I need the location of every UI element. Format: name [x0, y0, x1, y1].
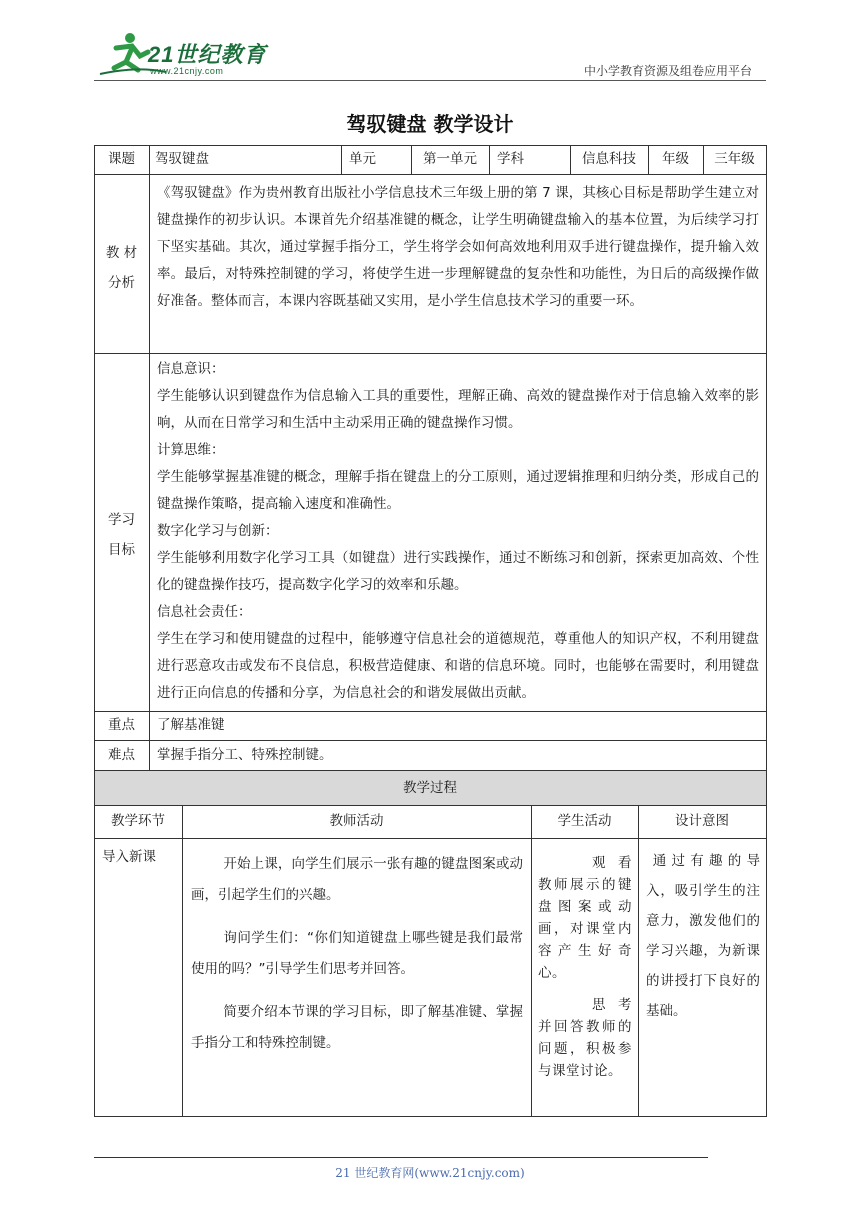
- grade-value: 三年级: [714, 151, 755, 167]
- teacher-step: 简要介绍本节课的学习目标，即了解基准键、掌握手指分工和特殊控制键。: [191, 1004, 523, 1051]
- row-teacher-activity: [191, 849, 523, 1059]
- intent-text: 通过有趣的导入，吸引学生的注意力，激发他们的学习兴趣，为新课的讲授打下良好的基础。: [646, 853, 760, 1019]
- header-divider: [94, 80, 766, 81]
- objective-heading: 数字化学习与创新：: [157, 523, 279, 539]
- analysis-label-line2: 分析: [108, 275, 135, 291]
- footer-text: 21 世纪教育网(www.21cnjy.com): [335, 1166, 525, 1180]
- analysis-label: [94, 238, 149, 298]
- col-student-header: 学生活动: [557, 813, 612, 829]
- objective-heading: 信息意识：: [157, 361, 225, 377]
- objectives-label: [94, 505, 149, 565]
- teacher-step: 开始上课，向学生们展示一张有趣的键盘图案或动画，引起学生们的兴趣。: [191, 856, 523, 903]
- analysis-label-line1: 教 材: [105, 245, 138, 261]
- subject-label: 学科: [497, 151, 524, 167]
- topic-value: 驾驭键盘: [155, 151, 209, 167]
- unit-label: 单元: [349, 151, 376, 167]
- analysis-text: 《驾驭键盘》作为贵州教育出版社小学信息技术三年级上册的第 7 课，其核心目标是帮助学生建立对键盘操作的初步认识。本课首先介绍基准键的概念，让学生明确键盘输入的基本位置，为后续学习打下坚实基础。其次，通过掌握手指分工，学生将学会如何高效地利用双手进行键盘操作，提升输入效率。最后，对特殊控制键的学习，将使学生进一步理解键盘的复杂性和功能性，为日后的高级操作做好准备。整体而言，本课内容既基础又实用，是小学生信息技术学习的重要一环。: [157, 185, 759, 309]
- student-step: 观看教师展示的键盘图案或动画，对课堂内容产生好奇心。: [538, 855, 632, 981]
- objectives-label-line1: 学习: [108, 512, 135, 528]
- row-stage: 导入新课: [102, 849, 156, 865]
- topic-label: 课题: [108, 151, 135, 167]
- difficulty-value: 掌握手指分工、特殊控制键。: [157, 747, 333, 763]
- objective-heading: 计算思维：: [157, 442, 225, 458]
- objective-text: 学生能够掌握基准键的概念，理解手指在键盘上的分工原则，通过逻辑推理和归纳分类，形成自己的键盘操作策略，提高输入速度和准确性。: [157, 469, 759, 512]
- platform-name: 中小学教育资源及组卷应用平台: [583, 64, 752, 78]
- teacher-step: 询问学生们：“你们知道键盘上哪些键是我们最常使用的吗？”引导学生们思考并回答。: [191, 930, 523, 977]
- student-step: 思考并回答教师的问题，积极参与课堂讨论。: [538, 997, 632, 1079]
- grade-label: 年级: [662, 151, 689, 167]
- footer-divider: [94, 1157, 708, 1158]
- difficulty-label: 难点: [108, 747, 135, 763]
- page-header: [0, 0, 860, 90]
- objectives-label-line2: 目标: [108, 542, 135, 558]
- objective-heading: 信息社会责任：: [157, 604, 252, 620]
- objective-text: 学生能够利用数字化学习工具（如键盘）进行实践操作，通过不断练习和创新，探索更加高效、个性化的键盘操作技巧，提高数字化学习的效率和乐趣。: [157, 550, 759, 593]
- logo-text: 21世纪教育: [148, 42, 267, 67]
- key-point-label: 重点: [108, 717, 135, 733]
- objective-text: 学生能够认识到键盘作为信息输入工具的重要性，理解正确、高效的键盘操作对于信息输入效率的影响，从而在日常学习和生活中主动采用正确的键盘操作习惯。: [157, 388, 759, 431]
- row-design-intent: [646, 846, 760, 1026]
- process-title: 教学过程: [403, 780, 457, 796]
- col-intent-header: 设计意图: [675, 813, 729, 829]
- subject-value: 信息科技: [582, 151, 636, 167]
- col-teacher-header: 教师活动: [329, 813, 384, 829]
- unit-value: 第一单元: [423, 151, 477, 167]
- row-student-activity: [538, 852, 632, 1082]
- col-stage-header: 教学环节: [111, 813, 165, 829]
- objective-text: 学生在学习和使用键盘的过程中，能够遵守信息社会的道德规范，尊重他人的知识产权，不利用键盘进行恶意攻击或发布不良信息，积极营造健康、和谐的信息环境。同时，也能够在需要时，利用键盘进行正向信息的传播和分享，为信息社会的和谐发展做出贡献。: [157, 631, 759, 701]
- key-point-value: 了解基准键: [157, 717, 225, 733]
- objectives-list: [157, 356, 759, 707]
- document-title: 驾驭键盘 教学设计: [346, 112, 514, 136]
- logo-url: www.21cnjy.com: [150, 66, 224, 76]
